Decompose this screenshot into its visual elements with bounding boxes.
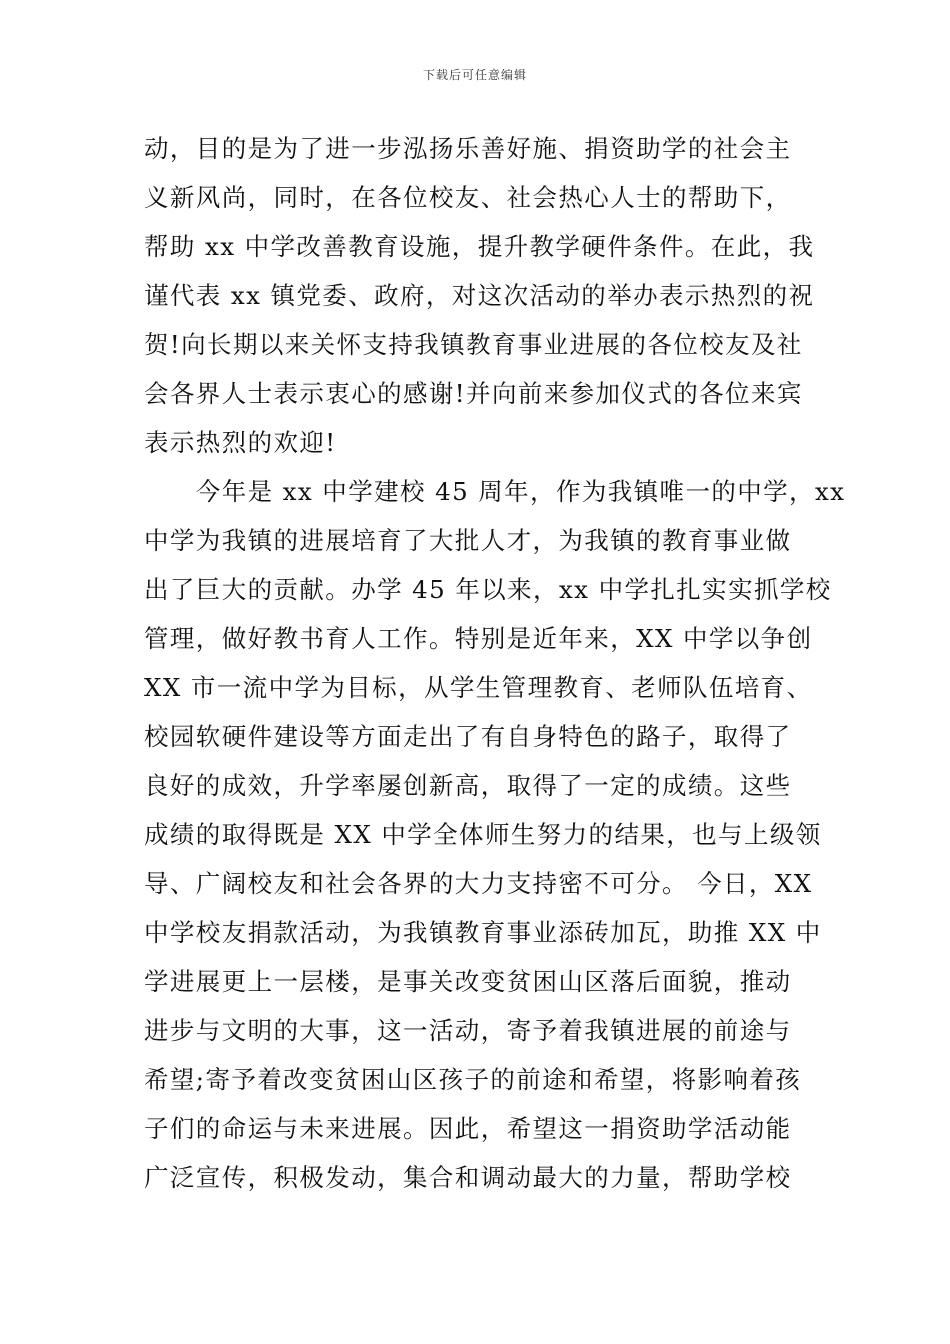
text-line: 校园软硬件建设等方面走出了有自身特色的路子，取得了 bbox=[144, 722, 792, 751]
text-line: 谨代表 xx 镇党委、政府，对这次活动的举办表示热烈的祝 bbox=[144, 281, 815, 310]
text-line: 学进展更上一层楼，是事关改变贫困山区落后面貌，推动 bbox=[144, 967, 792, 996]
text-line: 导、广阔校友和社会各界的大力支持密不可分。 今日，XX bbox=[144, 869, 813, 898]
text-line: XX 市一流中学为目标，从学生管理教育、老师队伍培育、 bbox=[144, 673, 813, 702]
text-line: 表示热烈的欢迎! bbox=[144, 428, 337, 457]
text-line: 帮助 xx 中学改善教育设施，提升教学硬件条件。在此，我 bbox=[144, 232, 815, 261]
text-line: 今年是 xx 中学建校 45 周年，作为我镇唯一的中学，xx bbox=[144, 477, 846, 506]
text-line: 出了巨大的贡献。办学 45 年以来，xx 中学扎扎实实抓学校 bbox=[144, 575, 832, 604]
text-line: 义新风尚，同时，在各位校友、社会热心人士的帮助下， bbox=[144, 183, 792, 212]
text-line: 广泛宣传，积极发动，集合和调动最大的力量，帮助学校 bbox=[144, 1163, 792, 1192]
text-line: 管理，做好教书育人工作。特别是近年来，XX 中学以争创 bbox=[144, 624, 813, 653]
page-header-note: 下载后可任意编辑 bbox=[422, 68, 527, 82]
text-line: 子们的命运与未来进展。因此，希望这一捐资助学活动能 bbox=[144, 1114, 792, 1143]
text-line: 希望;寄予着改变贫困山区孩子的前途和希望，将影响着孩 bbox=[144, 1065, 802, 1094]
text-line: 动，目的是为了进一步泓扬乐善好施、捐资助学的社会主 bbox=[144, 134, 792, 163]
text-line: 成绩的取得既是 XX 中学全体师生努力的结果，也与上级领 bbox=[144, 820, 822, 849]
text-line: 良好的成效，升学率屡创新高，取得了一定的成绩。这些 bbox=[144, 771, 792, 800]
text-line: 贺!向长期以来关怀支持我镇教育事业进展的各位校友及社 bbox=[144, 330, 803, 359]
document-body bbox=[144, 124, 846, 1202]
text-line: 进步与文明的大事，这一活动，寄予着我镇进展的前途与 bbox=[144, 1016, 792, 1045]
text-line: 会各界人士表示衷心的感谢!并向前来参加仪式的各位来宾 bbox=[144, 379, 803, 408]
text-line: 中学为我镇的进展培育了大批人才，为我镇的教育事业做 bbox=[144, 526, 792, 555]
text-line: 中学校友捐款活动，为我镇教育事业添砖加瓦，助推 XX 中 bbox=[144, 918, 822, 947]
